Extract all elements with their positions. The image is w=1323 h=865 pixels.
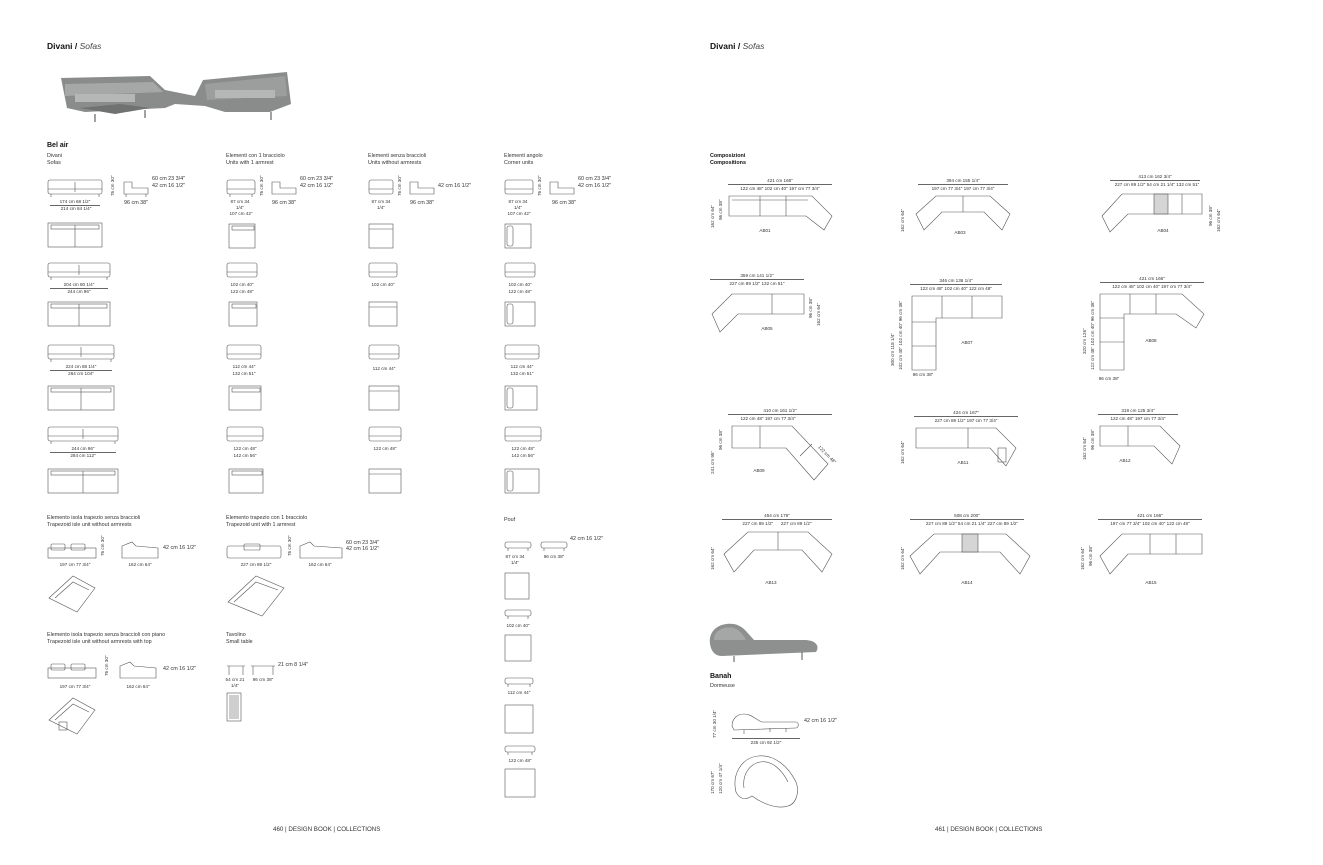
sofa-side-view [122,178,150,198]
ab01-side2: 96 cm 38" [718,199,723,220]
dim-line [728,184,832,185]
ab01-code: AB01 [759,228,771,233]
trap2-side [298,540,344,562]
banah-h2: 42 cm 16 1/2" [804,718,838,724]
sofa-top-1 [47,222,103,248]
sofa-side-h2: 42 cm 16 1/2" [152,183,186,189]
dim-line [910,519,1024,520]
ab15-total: 421 cm 166" [1137,513,1163,518]
corner-3-dim-a: 112 cm 44" [510,364,534,369]
noarm-1-dim: 87 cm 34 1/4" [371,199,391,210]
arm1-2-dim-b: 122 cm 48" [230,289,254,294]
ab07-parts: 122 cm 48" 102 cm 40" 122 cm 48" [920,286,992,291]
banah-d2: 120 cm 47 1/4" [718,763,723,794]
table-front [226,664,246,676]
ab07-plan [910,294,1004,372]
noarm-2-dim: 102 cm 40" [371,282,395,287]
noarm-front-2 [368,261,398,281]
ab04-total: 413 cm 162 3/4" [1138,174,1172,179]
pouf-depth: 96 cm 38" [543,554,565,559]
ab03-parts: 197 cm 77 3/4" 197 cm 77 3/4" [931,186,995,191]
dim-line [732,738,800,739]
col-header-arm1: Elementi con 1 bracciolo Units with 1 armrest [226,153,285,166]
arm1-4-dim-b: 142 cm 56" [233,453,257,458]
ab12-side2: 96 cm 38" [1090,429,1095,450]
arm1-top-1 [228,223,256,249]
pouf-a: 87 cm 34 1/4" [505,554,525,565]
dim-line [914,416,1018,417]
ab09-side2: 96 cm 38" [718,429,723,450]
sofa-top-3 [47,385,115,411]
pouf-size-2: 112 cm 44" [507,690,531,695]
ab12-side1: 162 cm 64" [1082,436,1087,460]
trap2-front [226,540,282,562]
ab07-side2: 102 cm 40" 102 cm 40" 96 cm 38" [898,300,903,370]
arm1-1-dim-b: 107 cm 42" [229,211,253,216]
trap1-depth: 162 cm 64" [128,562,152,567]
sofa-3-dim-b: 264 cm 104" [68,371,94,376]
ab03-side1: 162 cm 64" [900,208,905,232]
ab01-parts: 122 cm 48" 102 cm 40" 197 cm 77 3/4" [740,186,820,191]
header-subtitle: Sofas [79,41,102,51]
ab01-plan [728,194,834,234]
arm1-side-h2: 42 cm 16 1/2" [300,183,334,189]
trap2-title: Elemento trapezio con 1 bracciolo Trapezoid unit with 1 armrest [226,515,308,528]
ab04-side2: 162 cm 64" [1216,208,1221,232]
trap3-height: 76 cm 30" [104,655,109,676]
ab12-total: 319 cm 125 3/4" [1121,408,1155,413]
ab11-code: AB11 [957,460,969,465]
ab08-parts: 122 cm 48" 102 cm 40" 197 cm 77 3/4" [1112,284,1192,289]
ab03-code: AB03 [954,230,966,235]
trap3-title: Elemento isola trapezio senza braccioli con piano Trapezoid isle unit without armrests with top [47,632,166,645]
arm1-side-h1: 60 cm 23 3/4" [300,176,334,182]
corner-front-4 [504,425,542,445]
table-depth: 96 cm 38" [252,677,274,682]
ab15-side1: 162 cm 64" [1080,546,1085,570]
ab14-side1: 162 cm 64" [900,546,905,570]
ab04-code: AB04 [1157,228,1169,233]
pouf-size-3: 122 cm 48" [508,758,532,763]
ab13-parts: 227 cm 89 1/2" 227 cm 89 1/2" [742,521,812,526]
ab07-side1: 300 cm 118 1/4" [890,333,895,366]
ab08-code: AB08 [1145,338,1157,343]
dim-line [910,284,1002,285]
ab13-code: AB13 [765,580,777,585]
dim-line [1100,282,1204,283]
arm1-front-2 [226,261,258,281]
banah-photo [704,616,822,666]
noarm-4-dim: 122 cm 48" [373,446,397,451]
sofa-4-dim-a: 244 cm 96" [71,446,95,451]
pouf-top-4 [504,768,536,798]
ab08-plan [1098,292,1206,372]
ab09-parts: 122 cm 48" 197 cm 77 3/4" [740,416,796,421]
corner-side-view [548,178,576,198]
ab05-side2: 162 cm 64" [816,302,821,326]
dim-line [1098,519,1202,520]
corner-4-dim-b: 142 cm 56" [511,453,535,458]
bel-air-photo [55,68,295,128]
ab14-code: AB14 [961,580,973,585]
trap1-front [47,540,97,562]
banah-d1: 170 cm 67" [710,770,715,794]
trap3-top [47,696,97,736]
pouf-top-2 [504,634,532,662]
arm1-side-view [270,178,298,198]
corner-side-height: 76 cm 30" [537,175,542,196]
ab13-side1: 162 cm 64" [710,546,715,570]
trap1-h2: 42 cm 16 1/2" [163,545,197,551]
sofa-front-2 [47,261,111,281]
corner-front-2 [504,261,536,281]
corner-top-1 [504,223,532,249]
noarm-side-height: 76 cm 30" [397,175,402,196]
corner-2-dim-b: 122 cm 48" [508,289,532,294]
ab05-total: 359 cm 141 1/2" [740,273,774,278]
sofa-front-1 [47,178,103,198]
arm1-top-2 [228,301,258,327]
ab08-side2: 122 cm 48" 102 cm 40" 96 cm 38" [1090,300,1095,370]
pouf-title: Pouf [504,517,516,523]
ab13-plan [722,530,834,578]
table-width: 54 cm 21 1/4" [225,677,245,688]
trap3-h2: 42 cm 16 1/2" [163,666,197,672]
ab11-parts: 227 cm 89 1/2" 197 cm 77 3/4" [934,418,998,423]
ab04-parts: 227 cm 89 1/2" 54 cm 21 1/4" 132 cm 51" [1114,182,1200,187]
trap2-depth: 162 cm 64" [308,562,332,567]
corner-side-h1: 60 cm 23 3/4" [578,176,612,182]
col-header-sofas: Divani Sofas [47,153,62,166]
ab09-diag: 122 cm 48" [817,444,837,465]
ab01-total: 421 cm 166" [767,178,793,183]
table-side [250,664,276,676]
ab14-total: 508 cm 200" [954,513,980,518]
ab15-parts: 197 cm 77 3/4" 102 cm 40" 122 cm 48" [1110,521,1190,526]
dim-line [728,414,832,415]
compositions-title: Composizioni Compositions [710,153,746,166]
ab07-total: 346 cm 136 1/4" [939,278,973,283]
table-title: Tavolino Small table [226,632,253,645]
trap1-width: 197 cm 77 3/4" [59,562,91,567]
ab11-total: 424 cm 167" [953,410,979,415]
ab08-side1: 320 cm 126" [1082,328,1087,354]
dim-line [1110,180,1200,181]
ab07-code: AB07 [961,340,973,345]
header-subtitle: Sofas [742,41,765,51]
trap1-title: Elemento isola trapezio senza braccioli Trapezoid isle unit without armrests [47,515,141,528]
corner-side-h2: 42 cm 16 1/2" [578,183,612,189]
pouf-top-3 [504,704,534,734]
ab07-bottom: 96 cm 38" [912,372,934,377]
noarm-top-4 [368,468,402,494]
pouf-size-1: 102 cm 40" [506,623,530,628]
header-title: Divani [47,41,73,51]
right-footer: 461 | DESIGN BOOK | COLLECTIONS [935,826,1043,833]
arm1-3-dim-b: 132 cm 51" [232,371,256,376]
sofa-top-2 [47,301,111,327]
noarm-side-depth: 96 cm 38" [410,200,435,206]
noarm-side-h2: 42 cm 16 1/2" [438,183,472,189]
corner-top-4 [504,468,540,494]
left-footer: 460 | DESIGN BOOK | COLLECTIONS [273,826,381,833]
sofa-4-dim-b: 284 cm 112" [70,453,96,458]
noarm-front-4 [368,425,402,445]
trap2-top [226,574,286,618]
noarm-top-2 [368,301,398,327]
ab08-bottom: 96 cm 38" [1098,376,1120,381]
noarm-front-1 [368,178,394,198]
dim-line [918,184,1008,185]
banah-subtitle: Dormeuse [710,683,735,689]
noarm-top-3 [368,385,400,411]
trap3-depth: 162 cm 64" [126,684,150,689]
pouf-front-2 [504,608,532,620]
trap3-side [118,660,158,682]
sofa-1-dim-b: 214 cm 84 1/4" [60,206,92,211]
corner-3-dim-b: 132 cm 51" [510,371,534,376]
ab15-code: AB15 [1145,580,1157,585]
corner-front-3 [504,343,540,363]
left-header: Divani / Sofas [47,41,102,51]
ab03-total: 394 cm 155 1/4" [946,178,980,183]
trap3-width: 197 cm 77 3/4" [59,684,91,689]
dim-line [710,279,804,280]
ab12-code: AB12 [1119,458,1131,463]
corner-2-dim-a: 102 cm 40" [508,282,532,287]
ab12-parts: 122 cm 48" 197 cm 77 3/4" [1110,416,1166,421]
pouf-height: 42 cm 16 1/2" [570,536,604,542]
ab09-plan [730,424,830,484]
ab04-side1: 96 cm 38" [1208,205,1213,226]
sofa-3-dim-a: 224 cm 88 1/4" [65,364,97,369]
corner-top-2 [504,301,536,327]
banah-h1: 77 cm 30 1/4" [712,709,717,738]
sofa-top-4 [47,468,119,494]
sofa-1-dim-a: 174 cm 68 1/2" [59,199,91,204]
ab01-side1: 162 cm 64" [710,204,715,228]
corner-front-1 [504,178,534,198]
arm1-side-height: 76 cm 30" [259,175,264,196]
noarm-side-view [408,178,436,198]
ab09-code: AB09 [753,468,765,473]
arm1-side-depth: 96 cm 38" [272,200,297,206]
ab03-plan [914,194,1012,234]
sofa-front-4 [47,425,119,445]
ab09-total: 410 cm 161 1/2" [763,408,797,413]
arm1-3-dim-a: 112 cm 44" [232,364,256,369]
trap2-h1: 60 cm 23 3/4" [346,540,380,546]
corner-top-3 [504,385,538,411]
ab11-side1: 162 cm 64" [900,440,905,464]
header-title: Divani [710,41,736,51]
corner-1-dim-a: 87 cm 34 1/4" [508,199,528,210]
arm1-top-3 [228,385,262,411]
ab14-parts: 227 cm 89 1/2" 54 cm 21 1/4" 227 cm 89 1/2" [925,521,1019,526]
arm1-4-dim-a: 122 cm 48" [233,446,257,451]
banah-front [730,712,800,736]
ab14-plan [908,532,1032,580]
trap2-width: 227 cm 89 1/2" [240,562,272,567]
pouf-front [504,540,532,552]
ab05-code: AB05 [761,326,773,331]
col-header-corner: Elementi angolo Corner units [504,153,543,166]
table-height: 21 cm 8 1/4" [278,662,309,668]
sofa-2-dim-a: 204 cm 80 1/4" [63,282,95,287]
sofa-front-3 [47,343,115,363]
ab15-side2: 96 cm 38" [1088,545,1093,566]
table-top [226,692,242,722]
arm1-front-3 [226,343,262,363]
dim-line [1098,414,1178,415]
trap3-front [47,660,97,682]
trap2-height: 76 cm 30" [287,535,292,556]
dim-line [722,519,832,520]
col-header-noarm: Elementi senza braccioli Units without armrests [368,153,427,166]
trap1-side [120,540,160,562]
trap1-top [47,574,97,614]
right-header: Divani / Sofas [710,41,765,51]
ab13-total: 454 cm 179" [764,513,790,518]
banah-width: 235 cm 92 1/2" [750,740,782,745]
pouf-top-1 [504,572,530,600]
pouf-side [540,540,568,552]
arm1-1-dim-a: 87 cm 34 1/4" [230,199,250,210]
corner-1-dim-b: 107 cm 42" [507,211,531,216]
ab08-total: 421 cm 166" [1139,276,1165,281]
corner-4-dim-a: 122 cm 48" [511,446,535,451]
arm1-2-dim-a: 102 cm 40" [230,282,254,287]
arm1-front-4 [226,425,264,445]
noarm-front-3 [368,343,400,363]
arm1-front-1 [226,178,256,198]
trap2-h2: 42 cm 16 1/2" [346,546,380,552]
trap1-height: 76 cm 30" [100,535,105,556]
sofa-side-height: 76 cm 30" [110,175,115,196]
ab09-side1: 241 cm 95" [710,450,715,474]
noarm-3-dim: 112 cm 44" [372,366,396,371]
ab05-side1: 96 cm 38" [808,297,813,318]
noarm-top-1 [368,223,394,249]
sofa-side-depth: 96 cm 38" [124,200,149,206]
pouf-front-4 [504,744,536,756]
pouf-front-3 [504,676,534,688]
arm1-top-4 [228,468,264,494]
sofa-2-dim-b: 244 cm 96" [67,289,91,294]
product-name: Bel air [47,142,69,149]
corner-side-depth: 96 cm 38" [552,200,577,206]
banah-title: Banah [710,673,732,680]
banah-top [730,752,802,812]
ab05-parts: 227 cm 89 1/2" 132 cm 51" [729,281,785,286]
sofa-side-h1: 60 cm 23 3/4" [152,176,186,182]
ab15-plan [1098,530,1204,576]
